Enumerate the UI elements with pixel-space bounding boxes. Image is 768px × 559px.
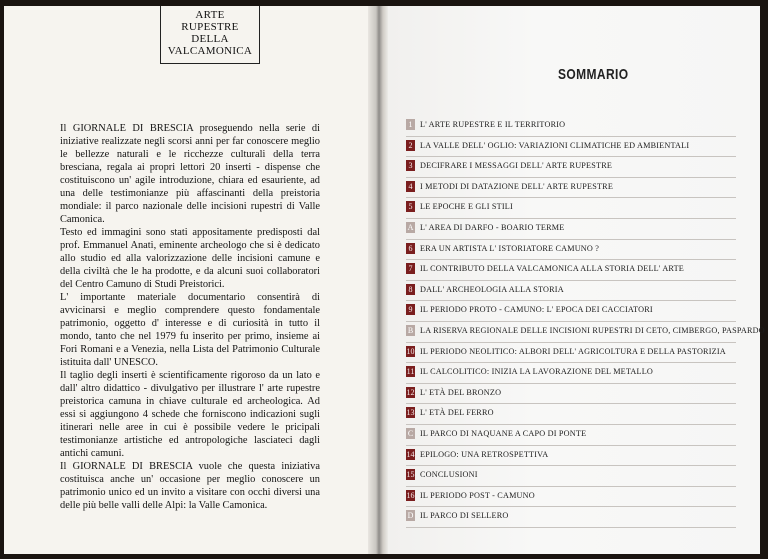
toc-item-label: IL PARCO DI NAQUANE A CAPO DI PONTE xyxy=(420,428,587,438)
toc-item-number: 16 xyxy=(406,490,415,500)
toc-item xyxy=(406,198,736,219)
toc-item xyxy=(406,404,736,425)
intro-text xyxy=(60,122,320,512)
toc-item xyxy=(406,384,736,405)
toc-item-label: IL PARCO DI SELLERO xyxy=(420,511,509,521)
toc-item-number: 11 xyxy=(406,367,415,377)
toc-item-label: LA VALLE DELL' OGLIO: VARIAZIONI CLIMATICHE ED AMBIENTALI xyxy=(420,140,690,150)
toc-item-label: IL CALCOLITICO: INIZIA LA LAVORAZIONE DEL METALLO xyxy=(420,367,654,377)
toc-item xyxy=(406,157,736,178)
toc-item xyxy=(406,343,736,364)
right-page xyxy=(388,6,765,554)
book-spread xyxy=(4,6,765,554)
toc-item-number: 10 xyxy=(406,346,415,356)
toc-item xyxy=(406,178,736,199)
intro-paragraph: Il GIORNALE DI BRESCIA proseguendo nella serie di iniziative realizzate negli scorsi anni per far conoscere meglio le bellezze naturali e le ricchezze culturali della terra bresciana, regala ai propri lettori 20 inserti - dispense che costituiscono un' agile introduzione, chiara ed esauriente, ad una delle testimonianze più affascinanti della preistoria mondiale: il parco nazionale delle incisioni rupestri di Valle Camonica. xyxy=(60,123,320,225)
toc-item xyxy=(406,466,736,487)
toc-item-number: 3 xyxy=(406,160,415,171)
toc-item xyxy=(406,446,736,467)
toc-item xyxy=(406,487,736,508)
toc-item-number: D xyxy=(407,511,414,521)
toc-item-label: I METODI DI DATAZIONE DELL' ARTE RUPESTRE xyxy=(420,181,614,191)
toc-item-number: 2 xyxy=(406,140,415,151)
toc-item-number: 7 xyxy=(406,263,415,274)
toc-item-number: 1 xyxy=(406,119,415,130)
book-gutter xyxy=(368,6,388,554)
intro-paragraph: Il taglio degli inserti è scientificamente rigoroso da un lato e dall' altro didattico - divulgativo per illustrare l' arte rupestre preistorica camuna in chiave culturale ed archeologica. Ad essi si aggiungono 4 schede che forniscono indicazioni sugli itinerari nelle aree in cui è possibile vedere le pricipali testimonianze artistiche ed antropologiche lasciateci dagli antichi camuni. xyxy=(60,370,320,459)
toc-item xyxy=(406,240,736,261)
series-label-line: DELLA xyxy=(191,33,229,45)
left-page xyxy=(4,6,368,554)
toc-item xyxy=(406,301,736,322)
series-label-line: RUPESTRE xyxy=(181,21,239,33)
toc-item-label: DALL' ARCHEOLOGIA ALLA STORIA xyxy=(420,284,564,294)
toc-item xyxy=(406,219,736,240)
toc-item-number: 12 xyxy=(406,387,415,397)
toc-item xyxy=(406,137,736,158)
intro-paragraph: L' importante materiale documentario consentirà di avvicinarsi e meglio comprendere questo fondamentale patrimonio, oggetto d' interesse e di curiosità in tutto il mondo, tanto che nel 1979 fu inserito per primo, insieme ai Fori Romani e a Venezia, nella Lista del Patrimonio Culturale istituita dall' UNESCO. xyxy=(60,292,320,368)
toc-item-label: L' ETÀ DEL FERRO xyxy=(420,408,494,418)
toc-item-label: L' ARTE RUPESTRE E IL TERRITORIO xyxy=(420,120,566,129)
toc-item-label: IL PERIODO POST - CAMUNO xyxy=(420,490,535,500)
toc-item-number: 8 xyxy=(406,284,415,295)
toc-item-label: LA RISERVA REGIONALE DELLE INCISIONI RUPESTRI DI CETO, CIMBERGO, PASPARDO xyxy=(420,325,765,335)
toc-item xyxy=(406,425,736,446)
toc-item-number: 6 xyxy=(406,243,415,254)
toc-item-label: EPILOGO: UNA RETROSPETTIVA xyxy=(420,449,549,459)
toc-item-number: 9 xyxy=(406,304,415,315)
toc-item-number: 14 xyxy=(406,449,415,459)
toc-item-number: 4 xyxy=(406,181,415,192)
intro-paragraph: Testo ed immagini sono stati appositamente predisposti dal prof. Emmanuel Anati, eminente archeologo che si è dedicato allo studio ed alla valorizzazione delle incisioni camune e della civiltà che le ha prodotte, e da alcuni suoi collaboratori del Centro Camuno di Studi Preistorici. xyxy=(60,227,320,290)
toc-item-label: ERA UN ARTISTA L' ISTORIATORE CAMUNO ? xyxy=(420,243,600,253)
intro-paragraph: Il GIORNALE DI BRESCIA vuole che questa iniziativa costituisca anche un' occasione per meglio conoscere un patrimonio unico ed un invito a visitare con occhi diversi una delle più belle valli delle Alpi: la Valle Camonica. xyxy=(60,461,320,511)
toc-item-number: B xyxy=(407,325,414,335)
toc-item xyxy=(406,322,765,343)
toc-item-label: CONCLUSIONI xyxy=(420,470,478,480)
toc-item-number: 13 xyxy=(406,408,415,418)
toc-item xyxy=(406,363,736,384)
series-label xyxy=(160,6,260,64)
toc-item-label: IL PERIODO NEOLITICO: ALBORI DELL' AGRICOLTURA E DELLA PASTORIZIA xyxy=(420,346,726,356)
toc-item-label: L' ETÀ DEL BRONZO xyxy=(420,387,502,397)
toc-item-label: DECIFRARE I MESSAGGI DELL' ARTE RUPESTRE xyxy=(420,161,613,171)
toc-item xyxy=(406,281,736,302)
toc-item xyxy=(406,116,736,137)
page-title: SOMMARIO xyxy=(558,66,629,83)
series-label-line: ARTE xyxy=(195,9,225,21)
toc-item xyxy=(406,260,736,281)
toc-item-number: 15 xyxy=(406,470,415,480)
toc-item-number: A xyxy=(407,222,414,232)
table-of-contents xyxy=(406,116,765,528)
toc-item-label: IL PERIODO PROTO - CAMUNO: L' EPOCA DEI CACCIATORI xyxy=(420,305,653,315)
toc-item-number: C xyxy=(407,428,414,438)
toc-item-label: IL CONTRIBUTO DELLA VALCAMONICA ALLA STORIA DELL' ARTE xyxy=(420,264,685,274)
toc-item-label: L' AREA DI DARFO - BOARIO TERME xyxy=(420,222,565,232)
toc-item-number: 5 xyxy=(406,201,415,212)
series-label-line: VALCAMONICA xyxy=(167,45,253,57)
toc-item-label: LE EPOCHE E GLI STILI xyxy=(420,202,513,212)
toc-item xyxy=(406,507,736,528)
